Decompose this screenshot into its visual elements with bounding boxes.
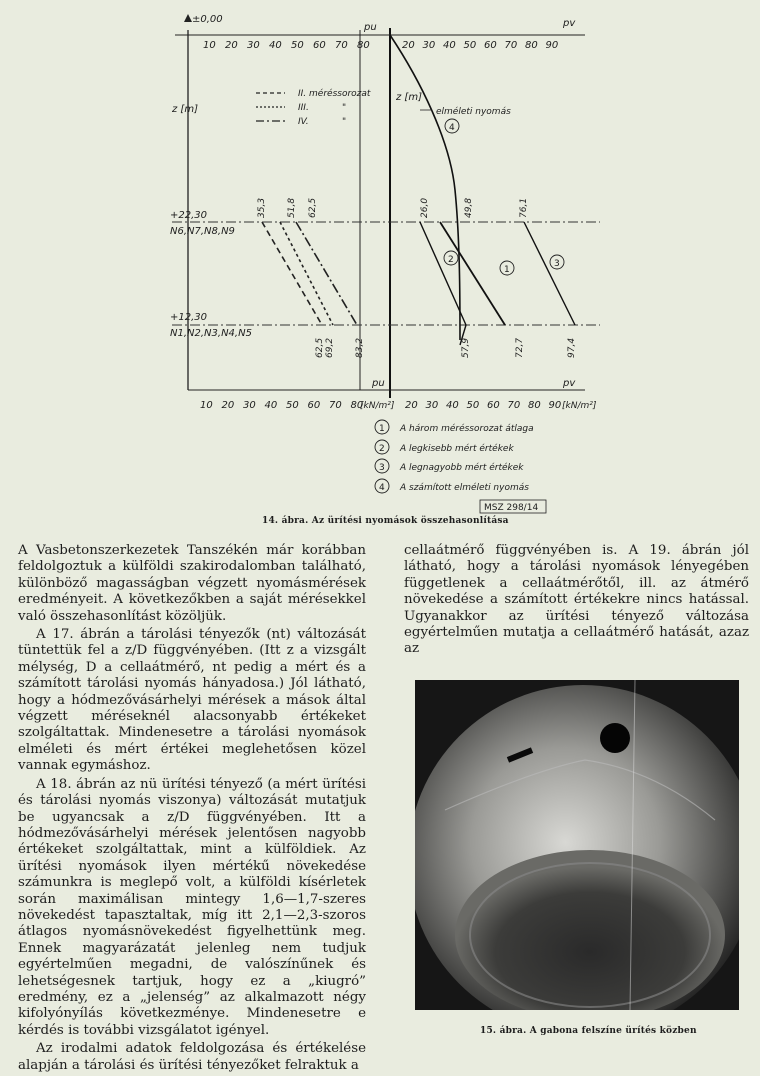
- series-2-line: [262, 222, 322, 325]
- value-label: 26,0: [420, 197, 430, 218]
- tick-label: 10: [203, 40, 216, 51]
- figure-15-photo: [415, 680, 739, 1010]
- z-axis-label: z [m]: [172, 104, 198, 115]
- level-lower-label: +12,30: [170, 312, 208, 323]
- left-top-ticks: [203, 40, 370, 51]
- left-paragraph-1: A Vasbetonszerkezetek Tanszékén már korábban feldolgoztuk a külföldi szakirodalomban található, különböző magasságban végzett nyomásmérések eredményeit. A következőkben a saját mérésekkel való összehasonlítást közöljük.: [18, 543, 366, 624]
- z-top-arrow: [184, 14, 192, 22]
- legend-item-3: [375, 459, 524, 473]
- left-axis-symbol-bottom: pu: [372, 378, 385, 389]
- legend-item-2: [375, 440, 514, 454]
- right-z-label: z [m]: [396, 92, 422, 103]
- tick-label: 70: [329, 400, 342, 411]
- value-label: 51,8: [287, 197, 297, 218]
- tick-label: 90: [548, 400, 562, 411]
- left-axis-symbol: pu: [364, 22, 377, 33]
- svg-text:3: 3: [379, 463, 385, 473]
- tick-label: 60: [484, 40, 497, 51]
- svg-text:4: 4: [449, 123, 455, 133]
- legend-ditto-2: ": [342, 117, 347, 127]
- value-label: 69,2: [325, 337, 335, 358]
- tick-label: 20: [221, 400, 235, 411]
- left-bottom-ticks: [200, 400, 363, 411]
- right-unit: [kN/m²]: [562, 401, 597, 411]
- tick-label: 70: [504, 40, 518, 51]
- legend-item-4: [375, 479, 529, 493]
- legend-ditto-1: ": [342, 103, 347, 113]
- value-label: 83,2: [355, 337, 365, 358]
- legend-series-2-label: II. méréssorozat: [298, 89, 371, 99]
- svg-text:2: 2: [379, 444, 385, 454]
- legend-series-3-label: III.: [298, 103, 309, 113]
- tick-label: 50: [463, 40, 477, 51]
- tick-label: 70: [335, 40, 348, 51]
- tick-label: 30: [425, 400, 439, 411]
- level-upper-label: +22,30: [170, 210, 208, 221]
- upper-left-values: [257, 198, 318, 218]
- right-paragraph-1: cellaátmérő függvényében is. A 19. ábrán jól látható, hogy a tárolási nyomások lényegében függetlenek a cellaátmérőtől, ill. az átmérő növekedése a számított értékekre nincs hatással. Ugyanakkor az ürítési tényező változása egyértelműen mutatja a cellaátmérő hatását, azaz az: [404, 543, 749, 657]
- tick-label: 80: [350, 400, 364, 411]
- level-upper-sensors: N6,N7,N8,N9: [170, 226, 235, 237]
- left-column: [18, 543, 366, 1076]
- figure-14-pressure-comparison: [0, 0, 760, 515]
- value-label: 62,5: [315, 337, 325, 358]
- series-3-line: [280, 222, 333, 325]
- svg-text:3: 3: [554, 259, 560, 269]
- left-unit: [kN/m²]: [360, 401, 395, 411]
- stamp-text: MSZ 298/14: [484, 503, 539, 513]
- curve-1-line: [440, 222, 505, 325]
- right-axis-symbol-bottom: pv: [563, 378, 576, 389]
- tick-label: 60: [313, 40, 326, 51]
- value-label: 97,4: [567, 337, 577, 358]
- value-label: 57,9: [461, 337, 471, 358]
- svg-text:A legkisebb mért értékek: A legkisebb mért értékek: [400, 444, 514, 454]
- right-axis-symbol: pv: [563, 18, 576, 29]
- curve-4-marker: [445, 119, 459, 133]
- z-top-label: ±0,00: [192, 14, 223, 25]
- tick-label: 70: [507, 400, 521, 411]
- tick-label: 20: [402, 40, 415, 51]
- value-label: 35,3: [257, 197, 267, 218]
- left-paragraph-3: A 18. ábrán az nü ürítési tényező (a mért ürítési és tárolási nyomás viszonya) változását mutatjuk be ugyancsak a z/D függvényében. Itt a hódmezővásárhelyi mérések jelentősen nagyobb értékeket szolgáltattak, mint a külföldiek. Az ürítési nyomások ilyen mértékű növekedése számunkra is meglepő volt, a külföldi kísérletek során maximálisan mintegy 1,6—1,7-szeres növekedést tapasztaltak, míg itt 2,1—2,3-szoros átlagos nyomásnövekedést figyelhettünk meg. Ennek magyarázatát jelenleg nem tudjuk egyértelműen megadni, de valószínűnek és lehetségesnek tartjuk, hogy ez a „kiugró” eredmény, ez a „jelenség” az alkalmazott négy kifolyónyílás következménye. Mindenesetre e kérdés is további vizsgálatot igényel.: [18, 776, 366, 1038]
- tick-label: 60: [307, 400, 321, 411]
- series-4-line: [296, 222, 357, 325]
- tick-label: 30: [422, 40, 436, 51]
- svg-text:4: 4: [379, 483, 385, 493]
- lower-left-values: [315, 338, 365, 358]
- right-column: [404, 543, 749, 660]
- tick-label: 40: [269, 40, 282, 51]
- tick-label: 20: [405, 400, 418, 411]
- figure-15-caption: 15. ábra. A gabona felszíne ürítés közben: [480, 1026, 697, 1036]
- tick-label: 40: [264, 400, 278, 411]
- tick-label: 40: [446, 400, 459, 411]
- svg-text:1: 1: [504, 265, 510, 275]
- theory-label: elméleti nyomás: [436, 107, 511, 117]
- svg-text:2: 2: [448, 255, 454, 265]
- value-label: 62,5: [308, 197, 318, 218]
- figure-14-caption: 14. ábra. Az ürítési nyomások összehasonlítása: [262, 516, 509, 526]
- theory-curve: [390, 35, 460, 340]
- tick-label: 80: [525, 40, 538, 51]
- svg-text:A legnagyobb mért értékek: A legnagyobb mért értékek: [400, 463, 524, 473]
- tick-label: 40: [443, 40, 456, 51]
- legend-item-1: [375, 420, 534, 434]
- tick-label: 50: [466, 400, 480, 411]
- tick-label: 30: [243, 400, 256, 411]
- curve-1-marker: [500, 261, 514, 275]
- svg-text:1: 1: [379, 424, 385, 434]
- right-bottom-ticks: [405, 400, 561, 411]
- curve-3-line: [524, 222, 575, 325]
- legend-series-4-label: IV.: [298, 117, 309, 127]
- right-top-ticks: [402, 40, 558, 51]
- silo-surface-image: [415, 680, 739, 1010]
- svg-text:A három méréssorozat átlaga: A három méréssorozat átlaga: [400, 424, 534, 434]
- level-lower-sensors: N1,N2,N3,N4,N5: [170, 328, 252, 339]
- tick-label: 90: [545, 40, 559, 51]
- left-paragraph-4: Az irodalmi adatok feldolgozása és értékelése alapján a tárolási és ürítési tényezőket felraktuk a: [18, 1041, 366, 1073]
- tick-label: 60: [487, 400, 500, 411]
- left-paragraph-2: A 17. ábrán a tárolási tényezők (nt) változását tüntettük fel a z/D függvényében. (Itt z a vizsgált mélység, D a cellaátmérő, nt pedig a mért és a számított tárolási nyomás hányadosa.) Jól látható, hogy a hódmezővásárhelyi mérések a mások által végzett méréseknél alacsonyabb értékeket szolgáltattak. Mindenesetre a tárolási nyomások elméleti és mért értékei meglehetősen közel vannak egymáshoz.: [18, 627, 366, 774]
- value-label: 76,1: [519, 197, 529, 218]
- tick-label: 80: [528, 400, 541, 411]
- upper-right-values: [420, 198, 529, 218]
- value-label: 72,7: [515, 337, 525, 358]
- curve-3-marker: [550, 255, 564, 269]
- tick-label: 50: [286, 400, 299, 411]
- value-label: 49,8: [464, 197, 474, 218]
- tick-label: 30: [247, 40, 260, 51]
- tick-label: 10: [200, 400, 213, 411]
- tick-label: 50: [291, 40, 304, 51]
- curve-2-marker: [444, 251, 458, 265]
- svg-text:A számított elméleti nyomás: A számított elméleti nyomás: [400, 483, 529, 493]
- tick-label: 20: [225, 40, 238, 51]
- tick-label: 80: [357, 40, 370, 51]
- lower-right-values: [461, 338, 577, 358]
